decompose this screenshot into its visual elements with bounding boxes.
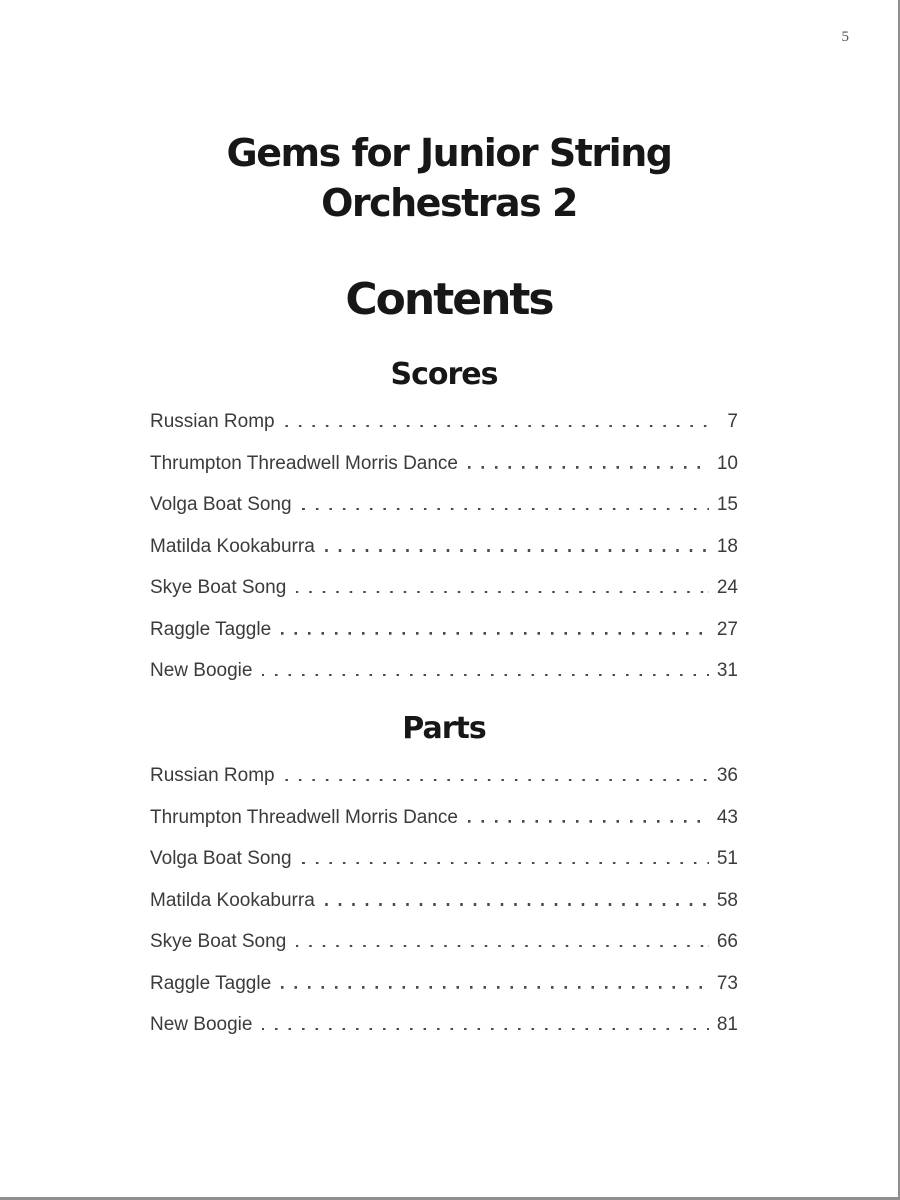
entry-page: 27 bbox=[716, 618, 738, 640]
section-heading-parts: Parts bbox=[402, 711, 486, 746]
toc-section-scores bbox=[150, 358, 738, 703]
toc-row bbox=[150, 1015, 738, 1035]
entry-title: Raggle Taggle bbox=[150, 618, 272, 640]
dot-leader bbox=[296, 591, 709, 594]
dot-leader bbox=[262, 674, 709, 677]
entry-title: Matilda Kookaburra bbox=[150, 889, 315, 911]
entry-title: Russian Romp bbox=[150, 411, 275, 432]
toc-row bbox=[150, 849, 738, 869]
toc-row bbox=[150, 620, 738, 640]
entry-page: 18 bbox=[716, 535, 738, 557]
toc-section-parts bbox=[150, 712, 738, 1057]
toc-row bbox=[150, 932, 738, 952]
book-title bbox=[0, 128, 898, 228]
entry-page: 36 bbox=[716, 765, 738, 786]
dot-leader bbox=[281, 986, 709, 989]
entry-page: 7 bbox=[727, 411, 738, 432]
entry-page: 51 bbox=[716, 848, 738, 869]
entry-page: 81 bbox=[716, 1014, 738, 1035]
entry-title: New Boogie bbox=[150, 1014, 253, 1035]
entry-title: Thrumpton Threadwell Morris Dance bbox=[150, 452, 458, 474]
toc-row bbox=[150, 661, 738, 681]
toc-row bbox=[150, 808, 738, 828]
dot-leader bbox=[281, 632, 709, 635]
toc-row bbox=[150, 454, 738, 474]
entry-page: 58 bbox=[716, 889, 738, 911]
dot-leader bbox=[325, 903, 709, 906]
section-heading-scores: Scores bbox=[390, 357, 498, 392]
dot-leader bbox=[262, 1028, 709, 1031]
toc-row bbox=[150, 537, 738, 557]
entry-title: Raggle Taggle bbox=[150, 972, 272, 994]
page-number: 5 bbox=[841, 29, 849, 45]
entry-page: 15 bbox=[716, 494, 738, 515]
entry-title: Matilda Kookaburra bbox=[150, 535, 315, 557]
entry-page: 73 bbox=[716, 972, 738, 994]
entry-page: 43 bbox=[716, 806, 738, 828]
contents-heading: Contents bbox=[345, 274, 553, 325]
dot-leader bbox=[468, 466, 709, 469]
dot-leader bbox=[296, 945, 709, 948]
entry-title: Skye Boat Song bbox=[150, 577, 287, 598]
entry-title: Russian Romp bbox=[150, 765, 275, 786]
entry-page: 24 bbox=[716, 577, 738, 598]
entry-page: 31 bbox=[716, 660, 738, 681]
entry-page: 10 bbox=[716, 452, 738, 474]
entry-title: Skye Boat Song bbox=[150, 931, 287, 952]
dot-leader bbox=[302, 862, 709, 865]
toc-row bbox=[150, 766, 738, 786]
toc-row bbox=[150, 974, 738, 994]
toc-row bbox=[150, 578, 738, 598]
book-title-line2: Orchestras 2 bbox=[321, 181, 577, 225]
book-title-line1: Gems for Junior String bbox=[226, 131, 672, 175]
entry-page: 66 bbox=[716, 931, 738, 952]
dot-leader bbox=[285, 779, 709, 782]
toc-row bbox=[150, 412, 738, 432]
dot-leader bbox=[302, 508, 709, 511]
toc-row bbox=[150, 495, 738, 515]
dot-leader bbox=[468, 820, 709, 823]
toc-row bbox=[150, 891, 738, 911]
entry-title: New Boogie bbox=[150, 660, 253, 681]
entry-title: Volga Boat Song bbox=[150, 494, 292, 515]
entry-title: Volga Boat Song bbox=[150, 848, 292, 869]
dot-leader bbox=[285, 425, 709, 428]
dot-leader bbox=[325, 549, 709, 552]
entry-title: Thrumpton Threadwell Morris Dance bbox=[150, 806, 458, 828]
